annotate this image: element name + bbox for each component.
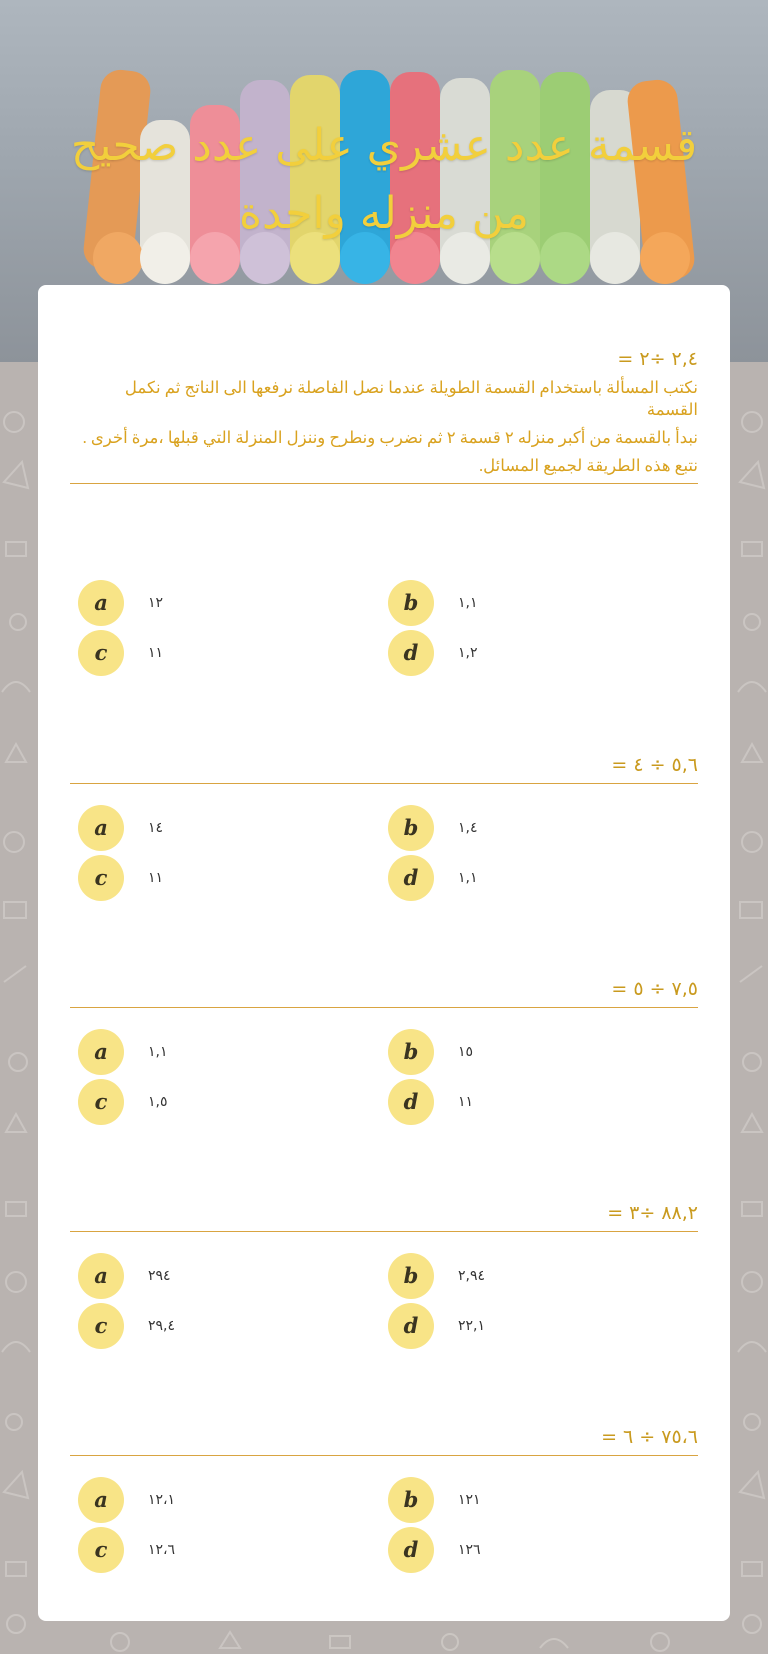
option-a-value: ١,١ [148, 1044, 168, 1060]
option-b[interactable] [380, 1253, 680, 1299]
question-4-divider [70, 1231, 698, 1232]
option-c[interactable] [70, 1527, 370, 1573]
option-c[interactable] [70, 1079, 370, 1125]
option-b-badge: b [388, 805, 434, 851]
question-1-explanation-3: نتبع هذه الطريقة لجميع المسائل. [479, 456, 698, 475]
option-a-badge: a [78, 1029, 124, 1075]
option-b-value: ١,٤ [458, 820, 478, 836]
question-3 [70, 977, 698, 1008]
option-d[interactable] [380, 1527, 680, 1573]
option-d-value: ١,١ [458, 870, 478, 886]
option-a-value: ١٢،١ [148, 1492, 176, 1508]
question-3-divider [70, 1007, 698, 1008]
option-c-badge: c [78, 630, 124, 676]
question-2-expression: ٥,٦ ÷ ٤ = [611, 754, 698, 776]
option-a[interactable] [70, 580, 370, 626]
option-c[interactable] [70, 630, 370, 676]
option-b-value: ٢,٩٤ [458, 1268, 486, 1284]
option-b[interactable] [380, 580, 680, 626]
page-title [0, 112, 768, 248]
option-d-badge: d [388, 1527, 434, 1573]
option-b-badge: b [388, 1029, 434, 1075]
option-a-badge: a [78, 1477, 124, 1523]
option-b-value: ١٥ [458, 1044, 474, 1060]
question-4-expression: ٨٨,٢ ÷٣ = [607, 1202, 698, 1224]
option-a[interactable] [70, 1253, 370, 1299]
question-3-expression: ٧,٥ ÷ ٥ = [611, 978, 698, 1000]
option-c-badge: c [78, 1303, 124, 1349]
option-b-badge: b [388, 1477, 434, 1523]
question-3-options [70, 1029, 698, 1129]
option-a-value: ١٤ [148, 820, 164, 836]
option-c-badge: c [78, 1527, 124, 1573]
option-c[interactable] [70, 1303, 370, 1349]
option-a-badge: a [78, 1253, 124, 1299]
worksheet-card [38, 285, 730, 1621]
question-2 [70, 753, 698, 784]
option-d-value: ٢٢,١ [458, 1318, 486, 1334]
option-b-value: ١٢١ [458, 1492, 481, 1508]
option-a[interactable] [70, 1477, 370, 1523]
question-1-options [70, 580, 698, 680]
option-b-badge: b [388, 580, 434, 626]
question-1-explanation-2: نبدأ بالقسمة من أكبر منزله ٢ قسمة ٢ ثم نضرب ونطرح وننزل المنزلة التي قبلها ،مرة أخرى . [82, 428, 698, 447]
question-2-options [70, 805, 698, 905]
option-d-value: ١١ [458, 1094, 474, 1110]
question-4-options [70, 1253, 698, 1353]
option-c-value: ١١ [148, 870, 164, 886]
option-d[interactable] [380, 1079, 680, 1125]
option-d-badge: d [388, 1303, 434, 1349]
question-5 [70, 1425, 698, 1456]
option-a-badge: a [78, 805, 124, 851]
option-b-value: ١,١ [458, 595, 478, 611]
question-5-expression: ٧٥،٦ ÷ ٦ = [601, 1426, 698, 1448]
option-b[interactable] [380, 1477, 680, 1523]
option-b[interactable] [380, 1029, 680, 1075]
question-5-divider [70, 1455, 698, 1456]
option-c-value: ١١ [148, 645, 164, 661]
option-a-value: ١٢ [148, 595, 164, 611]
option-d[interactable] [380, 630, 680, 676]
option-d-badge: d [388, 630, 434, 676]
option-d-badge: d [388, 1079, 434, 1125]
option-b[interactable] [380, 805, 680, 851]
option-a[interactable] [70, 1029, 370, 1075]
option-c-value: ٢٩,٤ [148, 1318, 176, 1334]
option-d[interactable] [380, 1303, 680, 1349]
option-d-value: ١٢٦ [458, 1542, 481, 1558]
question-1-expression: ٢,٤ ÷٢ = [617, 348, 698, 370]
question-5-options [70, 1477, 698, 1577]
option-d-value: ١,٢ [458, 645, 478, 661]
question-4 [70, 1201, 698, 1232]
option-c-value: ١,٥ [148, 1094, 168, 1110]
page-title-line-2: من منزله واحدة [239, 188, 529, 239]
option-d-badge: d [388, 855, 434, 901]
option-a[interactable] [70, 805, 370, 851]
question-1-explanation-1: نكتب المسألة باستخدام القسمة الطويلة عندما نصل الفاصلة نرفعها الى الناتج ثم نكمل القسمة [124, 378, 698, 419]
option-a-badge: a [78, 580, 124, 626]
option-c-badge: c [78, 855, 124, 901]
option-d[interactable] [380, 855, 680, 901]
question-2-divider [70, 783, 698, 784]
option-c-value: ١٢،٦ [148, 1542, 176, 1558]
question-1-divider [70, 483, 698, 484]
page-title-line-1: قسمة عدد عشري على عدد صحيح [70, 120, 698, 171]
question-1 [70, 347, 698, 484]
option-c[interactable] [70, 855, 370, 901]
option-c-badge: c [78, 1079, 124, 1125]
option-b-badge: b [388, 1253, 434, 1299]
option-a-value: ٢٩٤ [148, 1268, 171, 1284]
